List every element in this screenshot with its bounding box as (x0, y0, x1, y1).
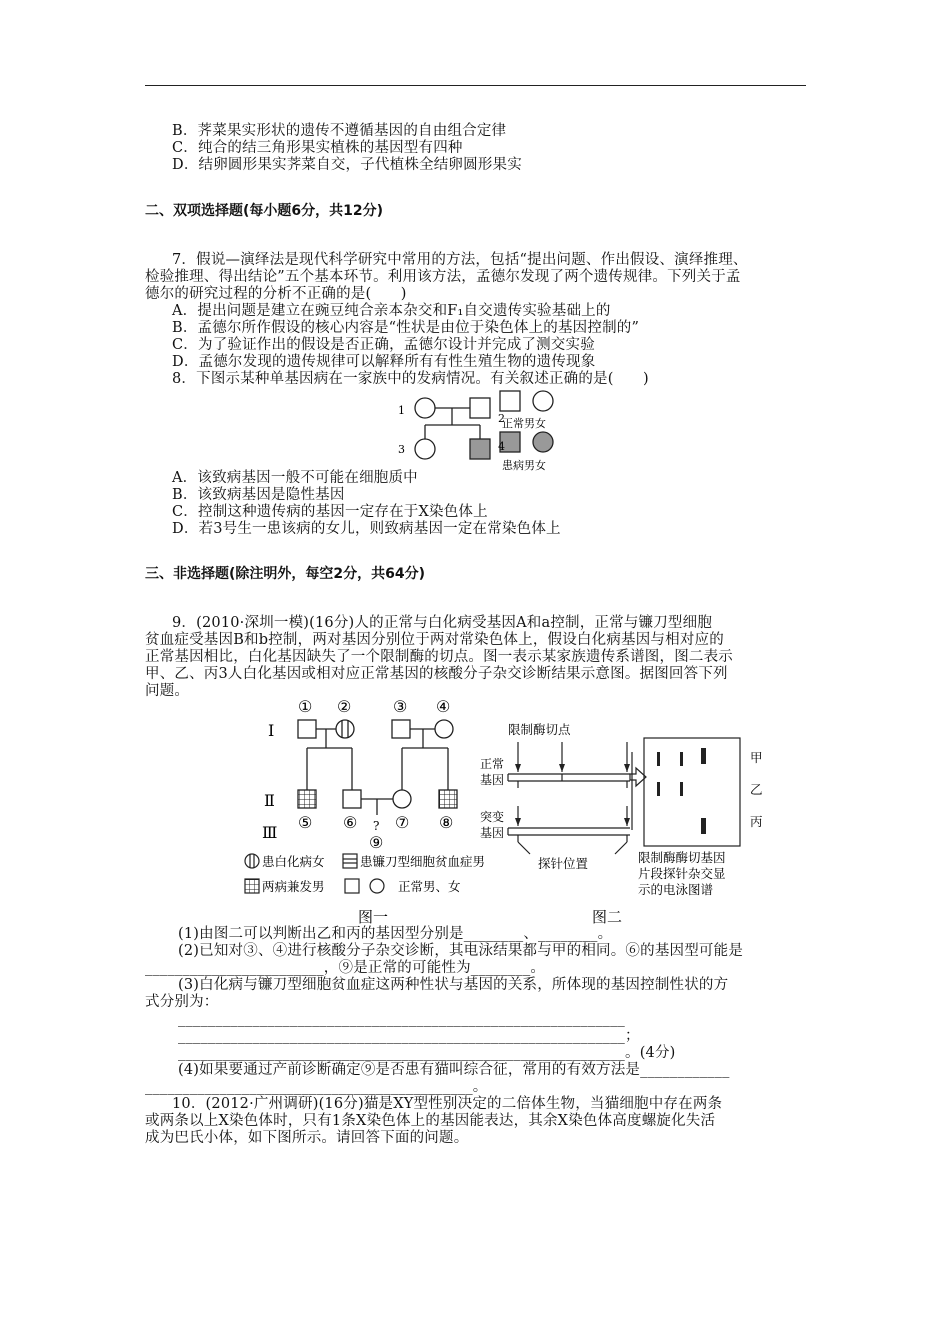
option-c-prev: C．纯合的结三角形果实植株的基因型有四种 (172, 140, 463, 156)
gen-1: Ⅰ (268, 721, 275, 740)
q8-label-4: 4 (498, 440, 505, 453)
q9-sub-3-blank2: ____________________________________________________________； (178, 1028, 640, 1044)
q9-sub-3b: 式分别为： (145, 994, 219, 1010)
lane-yi: 乙 (750, 782, 763, 797)
q8-stem: 8．下图示某种单基因病在一家族中的发病情况。有关叙述正确的是( ) (172, 371, 649, 387)
gel-caption-3: 示的电泳图谱 (638, 882, 714, 897)
q9-stem-3: 正常基因相比，白化基因缺失了一个限制酶的切点。图一表示某家族遗传系谱图，图二表示 (145, 649, 733, 665)
p5: ⑤ (298, 813, 313, 832)
q9-sub-3-blank1: ____________________________________________________________ (178, 1011, 625, 1027)
p2: ② (337, 697, 352, 716)
normal-gene-label-2: 基因 (480, 773, 505, 787)
legend-normal: 正常男、女 (398, 879, 461, 894)
p3: ③ (393, 697, 408, 716)
normal-gene-label-1: 正常 (480, 757, 505, 771)
q9-sub-2b: ________________________，⑨是正常的可能性为________。 (145, 960, 546, 976)
gel-caption-2: 片段探针杂交显 (638, 866, 726, 881)
probe-position-label: 探针位置 (538, 856, 589, 871)
q8-label-3: 3 (398, 443, 405, 456)
q7-line-3: 德尔的研究过程的分析不正确的是( ) (145, 286, 407, 302)
header-rule (145, 85, 806, 86)
p6: ⑥ (343, 813, 358, 832)
legend-both-male: 两病兼发男 (262, 879, 325, 894)
legend-sickle-male: 患镰刀型细胞贫血症男 (360, 854, 486, 869)
enzyme-site-label: 限制酶切点 (508, 722, 571, 737)
p1: ① (298, 697, 313, 716)
q8-label-2: 2 (498, 412, 505, 425)
q9-stem-4: 甲、乙、丙3人白化基因或相对应正常基因的核酸分子杂交诊断结果示意图。据图回答下列 (145, 666, 728, 682)
legend-albino-female: 患白化病女 (262, 854, 325, 869)
q10-line-3: 成为巴氏小体，如下图所示。请回答下面的问题。 (145, 1130, 469, 1146)
q7-option-d: D．孟德尔发现的遗传规律可以解释所有有性生殖生物的遗传现象 (172, 354, 596, 370)
unknown-mark: ? (373, 819, 380, 833)
p7: ⑦ (395, 813, 410, 832)
q7-line-1: 7．假说—演绎法是现代科学研究中常用的方法，包括“提出问题、作出假设、演绎推理、 (172, 252, 748, 268)
q9-sub-4b: ____________________________________________。 (145, 1079, 488, 1095)
q9-sub-3-blank3: ____________________________________________________________。(4分) (178, 1045, 676, 1061)
gel-caption-1: 限制酶酶切基因 (638, 850, 726, 865)
q9-sub-3: (3)白化病与镰刀型细胞贫血症这两种性状与基因的关系，所体现的基因控制性状的方 (178, 977, 729, 993)
p8: ⑧ (439, 813, 454, 832)
q7-option-c: C．为了验证作出的假设是否正确，孟德尔设计并完成了测交实验 (172, 337, 595, 353)
q8-option-a: A．该致病基因一般不可能在细胞质中 (172, 470, 418, 486)
p4: ④ (436, 697, 451, 716)
q9-stem-2: 贫血症受基因B和b控制，两对基因分别位于两对常染色体上，假设白化病基因与相对应的 (145, 632, 724, 648)
q8-label-1: 1 (398, 404, 405, 417)
fig2-caption: 图二 (592, 908, 623, 926)
q9-stem-5: 问题。 (145, 683, 190, 699)
lane-jia: 甲 (750, 750, 763, 765)
q7-line-2: 检验推理、得出结论”五个基本环节。利用该方法，孟德尔发现了两个遗传规律。下列关于孟 (145, 269, 741, 285)
fig1-caption: 图一 (358, 908, 389, 926)
q8-option-c: C．控制这种遗传病的基因一定存在于X染色体上 (172, 504, 488, 520)
q8-legend-normal: 正常男女 (502, 417, 546, 430)
option-d-prev: D．结卵圆形果实荠菜自交，子代植株全结卵圆形果实 (172, 157, 522, 173)
q10-line-2: 或两条以上X染色体时，只有1条X染色体上的基因能表达，其余X染色体高度螺旋化失活 (145, 1113, 716, 1129)
q9-sub-4: (4)如果要通过产前诊断确定⑨是否患有猫叫综合征，常用的有效方法是____________ (178, 1062, 730, 1078)
q7-option-a: A．提出问题是建立在豌豆纯合亲本杂交和F₁自交遗传实验基础上的 (172, 303, 611, 319)
q8-legend-affected: 患病男女 (502, 459, 546, 472)
gen-2: Ⅱ (264, 791, 275, 810)
option-b-prev: B．荠菜果实形状的遗传不遵循基因的自由组合定律 (172, 123, 507, 139)
section-3-heading: 三、非选择题(除注明外，每空2分，共64分) (145, 566, 426, 582)
q9-sub-2: (2)已知对③、④进行核酸分子杂交诊断，其电泳结果都与甲的相同。⑥的基因型可能是 (178, 943, 744, 959)
q9-stem-1: 9．(2010·深圳一模)(16分)人的正常与白化病受基因A和a控制，正常与镰刀型细胞 (172, 615, 713, 631)
mutant-gene-label-1: 突变 (480, 810, 505, 824)
q8-option-d: D．若3号生一患该病的女儿，则致病基因一定在常染色体上 (172, 521, 561, 537)
p9: ⑨ (369, 833, 384, 852)
q8-option-b: B．该致病基因是隐性基因 (172, 487, 345, 503)
lane-bing: 丙 (750, 814, 763, 829)
q8-pedigree-figure (390, 385, 600, 475)
section-2-heading: 二、双项选择题(每小题6分，共12分) (145, 203, 384, 219)
q9-figure (240, 690, 780, 930)
q10-line-1: 10．(2012·广州调研)(16分)猫是XY型性别决定的二倍体生物，当猫细胞中存在两条 (172, 1096, 723, 1112)
q7-option-b: B．孟德尔所作假设的核心内容是“性状是由位于染色体上的基因控制的” (172, 320, 640, 336)
gen-3: Ⅲ (262, 823, 278, 842)
mutant-gene-label-2: 基因 (480, 826, 505, 840)
q9-sub-1: (1)由图二可以判断出乙和丙的基因型分别是________、________。 (178, 926, 613, 942)
